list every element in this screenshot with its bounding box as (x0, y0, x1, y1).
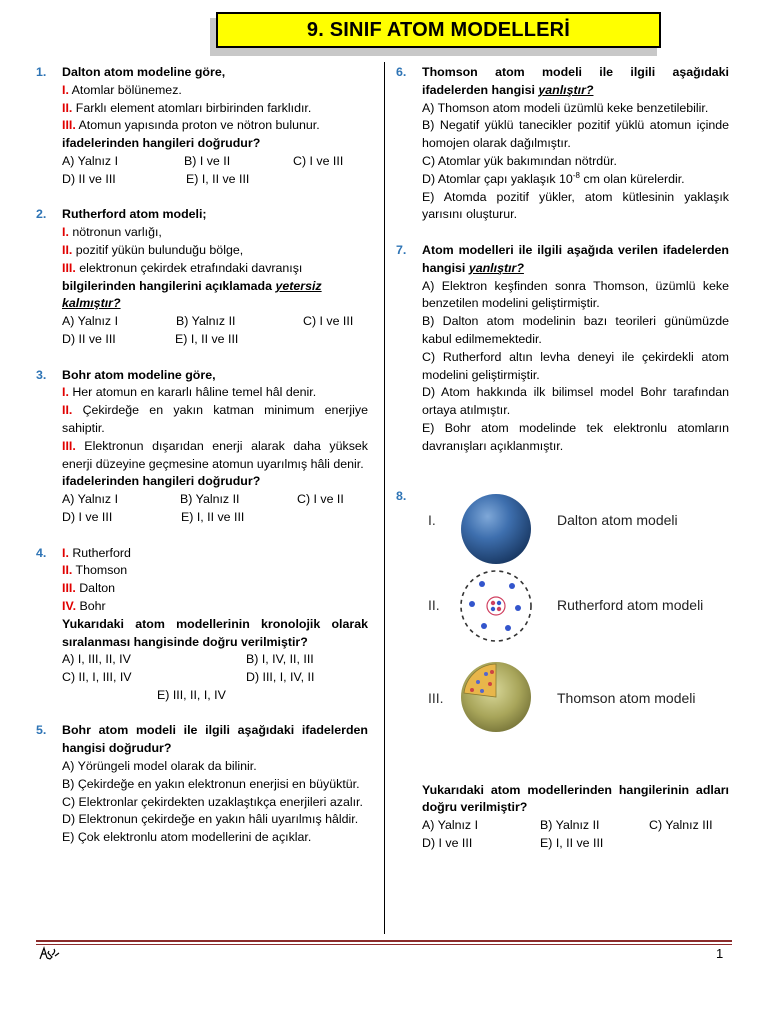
option-a[interactable]: A) Yalnız I (62, 153, 119, 168)
statement-2 (62, 100, 368, 118)
question-prompt: Yukarıdaki atom modellerinin kronolojik olarak sıralanması hangisinde doğru verilmiştir? (62, 616, 368, 649)
prompt-emphasis: yetersiz (275, 278, 322, 293)
options-row (422, 835, 729, 853)
statement-3 (62, 260, 368, 278)
statement-2 (62, 402, 368, 438)
stem-emphasis: yanlıştır? (468, 260, 524, 275)
roman-numeral: II. (62, 242, 73, 257)
left-column (36, 64, 368, 865)
question-number: 4. (36, 545, 47, 560)
roman-numeral: II. (62, 100, 73, 115)
item-3 (62, 580, 368, 598)
option-c[interactable]: C) II, I, III, IV (62, 670, 132, 685)
option-c[interactable]: C) I ve III (293, 153, 344, 168)
option-d[interactable]: D) II ve III (62, 331, 116, 346)
item-text: Dalton (75, 581, 116, 596)
option-c[interactable]: C) I ve III (303, 314, 354, 329)
item-text: Rutherford (68, 545, 131, 560)
option-a[interactable]: A) Thomson atom modeli üzümlü keke benzetilebilir. (422, 100, 709, 115)
statement-3 (62, 438, 368, 474)
statement-2 (62, 242, 368, 260)
diagram-roman-1: I. (428, 511, 436, 528)
question-7 (396, 242, 729, 456)
option-a[interactable]: A) I, III, II, IV (62, 652, 131, 667)
footer-rule-thin (36, 944, 732, 945)
options-row (62, 331, 368, 349)
roman-numeral: I. (62, 385, 69, 400)
roman-numeral: III. (62, 118, 76, 133)
title-box (216, 12, 661, 48)
statement-text: Çekirdeğe en yakın katman minimum enerjiye sahiptir. (62, 403, 368, 435)
page-number: 1 (716, 946, 724, 961)
option-d[interactable]: D) I ve III (62, 509, 113, 524)
option-b[interactable]: B) I, IV, II, III (246, 652, 314, 667)
options-row (62, 313, 368, 331)
question-number: 2. (36, 207, 47, 222)
option-text: D) Atomlar çapı yaklaşık 10 (422, 171, 573, 186)
question-5 (36, 722, 368, 847)
option-e[interactable]: E) I, II ve III (181, 509, 245, 524)
question-number: 3. (36, 367, 47, 382)
option-d[interactable]: D) I ve III (422, 835, 473, 850)
prompt-text: bilgilerinden hangilerini açıklamada (62, 278, 276, 293)
option-a[interactable]: A) Yalnız I (422, 818, 479, 833)
roman-numeral: II. (62, 563, 73, 578)
option-e[interactable]: E) I, II ve III (186, 171, 250, 186)
option-d[interactable]: D) Atom hakkında ilk bilimsel model Bohr tarafından ortaya atılmıştır. (422, 385, 729, 418)
prompt-emphasis: kalmıştır? (62, 296, 121, 311)
options-row (62, 509, 368, 527)
question-3 (36, 367, 368, 527)
option-b[interactable]: B) Dalton atom modelinin bazı teorileri günümüzde kabul edilmemektedir. (422, 314, 729, 346)
dalton-sphere-icon (458, 492, 534, 566)
option-e[interactable]: E) Çok elektronlu atom modellerini de açıklar. (62, 830, 312, 845)
diagram-label-1: Dalton atom modeli (557, 511, 678, 528)
option-b[interactable]: B) Yalnız II (180, 492, 240, 507)
option-c[interactable]: C) I ve II (297, 492, 344, 507)
option-b[interactable]: B) Çekirdeğe en yakın elektronun enerjisi en büyüktür. (62, 776, 360, 791)
options-row (62, 171, 368, 189)
footer-rule (36, 940, 732, 942)
question-1 (36, 64, 368, 189)
item-text: Bohr (76, 598, 106, 613)
question-number: 8. (396, 488, 407, 503)
question-6 (396, 64, 729, 224)
statement-text: Atomlar bölünemez. (68, 82, 182, 97)
question-4 (36, 545, 368, 705)
statement-text: elektronun çekirdek etrafındaki davranışı (75, 260, 303, 275)
question-number: 6. (396, 65, 407, 79)
item-1 (62, 545, 368, 563)
statement-1 (62, 224, 368, 242)
statement-text: Elektronun dışarıdan enerji alarak daha yüksek enerji düzeyine geçmesine atomun uyarılmış hâli denir. (62, 438, 368, 471)
roman-numeral: I. (62, 82, 69, 97)
option-c[interactable]: C) Yalnız III (649, 818, 713, 833)
option-e[interactable]: E) Atomda pozitif yükler, atom kütlesinin yaklaşık yarısını oluşturur. (422, 189, 729, 222)
roman-numeral: I. (62, 225, 69, 240)
atom-models-diagram (396, 494, 729, 772)
question-prompt: ifadelerinden hangileri doğrudur? (62, 474, 261, 489)
statement-text: Farklı element atomları birbirinden farklıdır. (72, 100, 312, 115)
page-title: 9. SINIF ATOM MODELLERİ (306, 18, 571, 41)
stem-text: Thomson atom modeli ile ilgili aşağıdaki ifadelerden hangisi (422, 65, 729, 97)
roman-numeral: I. (62, 545, 69, 560)
question-8 (396, 488, 729, 853)
option-text: cm olan kürelerdir. (579, 171, 685, 186)
option-d[interactable]: D) II ve III (62, 171, 116, 186)
question-stem: Dalton atom modeline göre, (62, 65, 226, 79)
option-e[interactable]: E) Bohr atom modelinde tek elektronlu atomların davranışları açıklanmıştır. (422, 420, 729, 453)
question-stem: Rutherford atom modeli; (62, 207, 207, 222)
stem-emphasis: yanlıştır? (538, 82, 594, 97)
question-number: 1. (36, 65, 47, 79)
question-stem: Bohr atom modeli ile ilgili aşağıdaki ifadelerden hangisi doğrudur? (62, 723, 368, 756)
question-stem (422, 242, 729, 278)
question-prompt: Yukarıdaki atom modellerinden hangilerinin adları doğru verilmiştir? (422, 782, 729, 815)
item-text: Thomson (72, 563, 128, 578)
options-row (62, 651, 368, 669)
question-number: 5. (36, 723, 47, 738)
diagram-roman-3: III. (428, 689, 444, 706)
diagram-label-3: Thomson atom modeli (557, 689, 696, 706)
signature-icon (38, 944, 62, 962)
question-prompt: ifadelerinden hangileri doğrudur? (62, 136, 261, 151)
option-a[interactable]: A) Yörüngeli model olarak da bilinir. (62, 759, 257, 774)
options-row (62, 153, 368, 171)
statement-text: Her atomun en kararlı hâline temel hâl denir. (68, 385, 317, 400)
question-number: 7. (396, 242, 407, 257)
option-d[interactable]: D) Elektronun çekirdeğe en yakın hâli uyarılmış hâldir. (62, 812, 359, 827)
options-row (422, 817, 729, 835)
statement-3 (62, 117, 368, 135)
diagram-label-2: Rutherford atom modeli (557, 596, 704, 613)
statement-text: pozitif yükün bulunduğu bölge, (72, 242, 244, 257)
right-column (396, 64, 729, 871)
option-e[interactable]: E) I, II ve III (175, 331, 239, 346)
thomson-atom-icon (458, 660, 534, 734)
rutherford-atom-icon (458, 568, 534, 644)
option-c[interactable]: C) Elektronlar çekirdekten uzaklaştıkça enerjileri azalır. (62, 794, 363, 809)
question-prompt (62, 278, 368, 296)
option-a[interactable]: A) Yalnız I (62, 314, 119, 329)
option-c[interactable]: C) Atomlar yük bakımından nötrdür. (422, 153, 617, 168)
option-b[interactable]: B) Yalnız II (540, 818, 600, 833)
roman-numeral: II. (62, 403, 73, 418)
option-a[interactable]: A) Elektron keşfinden sonra Thomson, üzümlü keke benzetilen modelini geliştirmiştir. (422, 278, 729, 311)
prompt-line-2 (62, 295, 368, 313)
question-2 (36, 206, 368, 348)
options-row (62, 669, 368, 687)
roman-numeral: III. (62, 581, 76, 596)
statement-1 (62, 82, 368, 100)
option-b[interactable]: B) Negatif yüklü tanecikler pozitif yüklü atomun içinde homojen olarak dağılmıştır. (422, 118, 729, 151)
option-b[interactable]: B) Yalnız II (176, 314, 236, 329)
option-d[interactable] (422, 171, 729, 189)
item-2 (62, 562, 368, 580)
stem-text: Atom modelleri ile ilgili aşağıda verilen ifadelerden hangisi (422, 242, 729, 275)
options-row (62, 687, 368, 705)
item-4 (62, 598, 368, 616)
diagram-roman-2: II. (428, 596, 440, 613)
option-e[interactable]: E) III, II, I, IV (157, 687, 226, 702)
statement-text: nötronun varlığı, (68, 225, 162, 240)
roman-numeral: III. (62, 260, 76, 275)
option-c[interactable]: C) Rutherford altın levha deneyi ile çekirdekli atom modelini geliştirmiştir. (422, 349, 729, 382)
question-stem (422, 64, 729, 100)
option-e[interactable]: E) I, II ve III (540, 835, 604, 850)
question-stem: Bohr atom modeline göre, (62, 367, 216, 382)
option-d[interactable]: D) III, I, IV, II (246, 670, 315, 685)
exponent: -8 (572, 170, 580, 180)
column-divider (384, 62, 385, 934)
roman-numeral: III. (62, 438, 76, 453)
option-b[interactable]: B) I ve II (184, 153, 231, 168)
roman-numeral: IV. (62, 598, 77, 613)
option-a[interactable]: A) Yalnız I (62, 492, 119, 507)
statement-text: Atomun yapısında proton ve nötron bulunur. (75, 118, 320, 133)
options-row (62, 491, 368, 509)
statement-1 (62, 384, 368, 402)
